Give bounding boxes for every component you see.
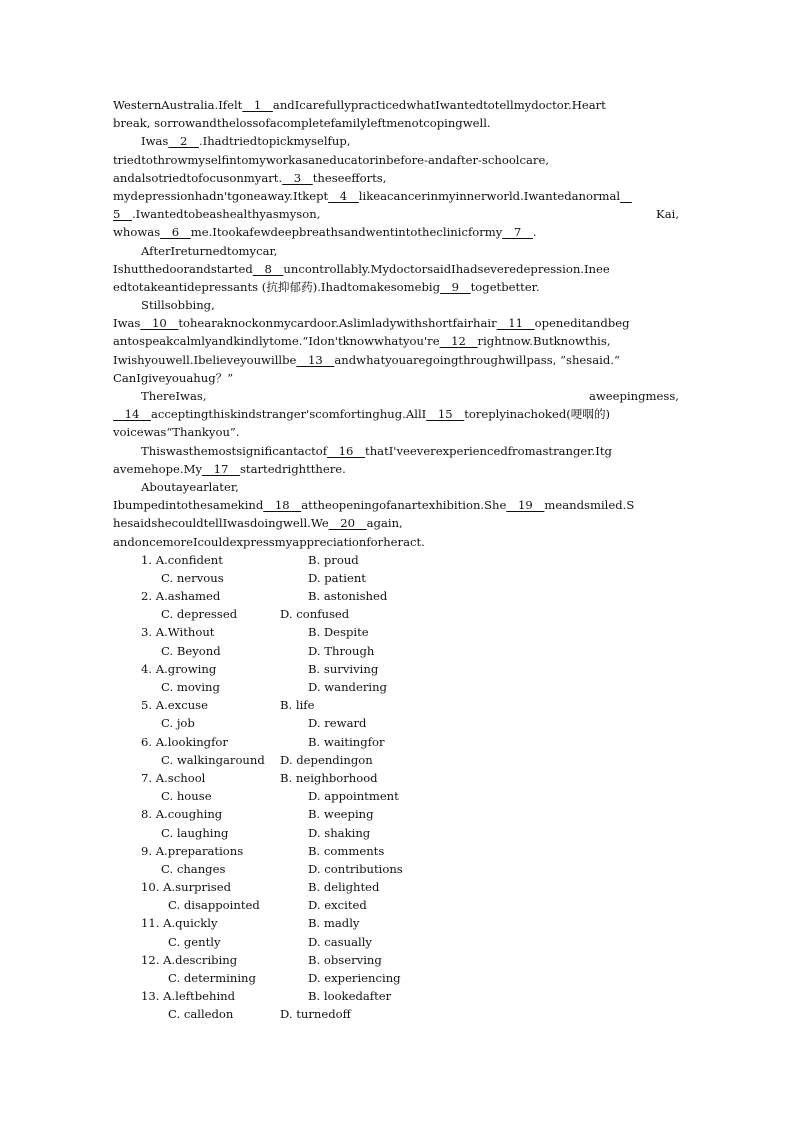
option-text: B. delighted (308, 880, 380, 895)
option-text: B. observing (308, 952, 382, 967)
passage-line-text (141, 298, 215, 312)
text-run: me.Itookafewdeepbreathsandwentintotheclinicformy (190, 225, 503, 240)
question-10-row-ab (113, 878, 679, 896)
question-1-row-ab (113, 551, 679, 569)
option-text: 10. A.surprised (141, 880, 232, 895)
passage-line-text (113, 189, 632, 203)
text-run: Ishutthedoorandstarted (113, 261, 253, 276)
passage-line (113, 514, 679, 532)
text-run: ThereIwas, (141, 389, 207, 403)
text-run: andalsotriedtofocusonmyart. (113, 170, 283, 185)
text-run: acceptingthiskindstranger'scomfortinghug.AllI (150, 407, 427, 422)
question-2-row-cd (113, 605, 679, 623)
option-text: 11. A.quickly (141, 916, 218, 931)
passage-line (113, 405, 679, 423)
text-run: Stillsobbing, (141, 298, 215, 313)
text-run: togetbetter. (470, 279, 540, 294)
passage-line (113, 151, 679, 169)
question-9-row-ab (113, 842, 679, 860)
option-text: D. casually (308, 934, 372, 949)
passage-line-text (113, 116, 491, 130)
passage-line (113, 423, 679, 441)
passage-line (113, 114, 679, 132)
text-run: Iwas (141, 134, 169, 149)
text-run: .Ihadtriedtopickmyselfup, (198, 134, 351, 149)
question-6-row-ab (113, 733, 679, 751)
passage-line (113, 387, 679, 405)
text-run: Aboutayearlater, (141, 479, 239, 494)
option-text: 6. A.lookingfor (141, 734, 228, 749)
option-text: C. walkingaround (161, 752, 265, 767)
passage-line (113, 332, 679, 350)
option-text: C. determining (168, 971, 256, 985)
option-text: D. experiencing (308, 971, 401, 985)
text-run: attheopeningofanartexhibition.She (301, 498, 507, 513)
passage-line-text (141, 480, 239, 494)
passage (113, 96, 679, 551)
passage-line (113, 169, 679, 187)
question-13-row-cd (113, 1005, 679, 1023)
text-run: toreplyinachoked(哽咽的) (464, 407, 611, 422)
option-text: 4. A.growing (141, 661, 217, 676)
option-text: D. turnedoff (280, 1007, 351, 1022)
passage-line-text (113, 353, 620, 367)
option-text: B. comments (308, 843, 385, 858)
option-text: D. contributions (308, 861, 403, 876)
option-text: 2. A.ashamed (141, 589, 221, 604)
passage-line-text (113, 205, 320, 223)
question-1-row-cd (113, 569, 679, 587)
answer-blank: __9__ (440, 279, 471, 294)
passage-line-text (113, 498, 634, 512)
text-run: AfterIreturnedtomycar, (141, 243, 278, 258)
passage-line (113, 351, 679, 369)
option-text: B. proud (308, 552, 359, 567)
option-text: B. neighborhood (280, 770, 378, 785)
passage-line-text (141, 444, 612, 458)
text-run: antospeakcalmlyandkindlytome.“Idon'tknowwhatyou're (113, 334, 440, 349)
question-4-row-ab (113, 660, 679, 678)
option-text: C. changes (161, 861, 226, 876)
text-run: startedrightthere. (239, 461, 346, 476)
option-text: C. calledon (168, 1007, 234, 1022)
text-run: WesternAustralia.Ifelt (113, 98, 243, 112)
option-text: B. waitingfor (308, 734, 385, 749)
option-text: 7. A.school (141, 770, 206, 785)
question-12-row-cd (113, 969, 679, 987)
answer-blank: __7__ (502, 225, 533, 240)
text-run: Thiswasthemostsignificantactof (141, 443, 328, 458)
text-run: avemehope.My (113, 461, 203, 476)
option-text: D. appointment (308, 789, 399, 804)
option-text: 13. A.leftbehind (141, 989, 236, 1004)
question-5-row-ab (113, 696, 679, 714)
question-7-row-cd (113, 787, 679, 805)
question-2-row-ab (113, 587, 679, 605)
passage-line (113, 132, 679, 150)
option-text: D. patient (308, 570, 366, 585)
option-text: C. nervous (161, 570, 224, 585)
text-run: mydepressionhadn'tgoneaway.Itkept (113, 188, 329, 203)
question-11-row-cd (113, 933, 679, 951)
passage-line (113, 296, 679, 314)
passage-line (113, 223, 679, 241)
answer-blank: __6__ (160, 225, 191, 240)
text-run: Iwas (113, 316, 141, 331)
question-7-row-ab (113, 769, 679, 787)
option-text: C. Beyond (161, 643, 221, 658)
answer-blank: 5__ (113, 207, 132, 222)
passage-line-text (141, 244, 277, 258)
option-text: B. life (280, 698, 315, 713)
passage-line (113, 369, 679, 387)
text-run: edtotakeantidepressants (抗抑郁药).Ihadtomakesomebig (113, 279, 441, 294)
question-6-row-cd (113, 751, 679, 769)
text-run: CanIgiveyouahug？” (113, 370, 234, 385)
text-run: hesaidshecouldtellIwasdoingwell.We (113, 516, 329, 531)
passage-line-text (113, 535, 425, 549)
passage-line-text (113, 98, 606, 112)
passage-line-text (113, 425, 240, 439)
question-options (113, 551, 679, 1024)
option-text: 3. A.Without (141, 625, 215, 640)
passage-line (113, 260, 679, 278)
option-text: 5. A.excuse (141, 698, 208, 713)
text-run: Kai, (656, 207, 679, 222)
passage-line (113, 478, 679, 496)
answer-blank: __18__ (263, 498, 302, 513)
answer-blank: __2__ (168, 134, 199, 149)
passage-line (113, 187, 679, 205)
passage-line (113, 460, 679, 478)
text-run: tohearaknockonmycardoor.Aslimladywithshortfairhair (178, 316, 497, 331)
text-run: thatI'veeverexperiencedfromastranger.Itg (365, 443, 612, 458)
passage-line-text (113, 225, 537, 239)
question-9-row-cd (113, 860, 679, 878)
option-text: B. Despite (308, 625, 369, 640)
passage-line (113, 96, 679, 114)
passage-line-text (141, 387, 207, 405)
text-run: Ibumpedintothesamekind (113, 498, 264, 513)
text-run: Iwishyouwell.Ibelieveyouwillbe (113, 352, 297, 367)
text-run: andwhatyouaregoingthroughwillpass, ”shesaid.“ (334, 352, 620, 367)
text-run: meandsmiled.S (544, 498, 635, 513)
option-text: D. wandering (308, 680, 387, 694)
answer-blank: __20__ (328, 516, 367, 531)
answer-blank: __12__ (439, 334, 478, 349)
option-text: C. house (161, 789, 212, 804)
answer-blank: __14__ (113, 407, 151, 422)
answer-blank: __4__ (328, 188, 359, 203)
option-text: C. gently (168, 934, 221, 949)
passage-line-text (113, 334, 611, 348)
text-run: likeacancerinmyinnerworld.Iwantedanormal (358, 188, 621, 203)
question-8-row-cd (113, 824, 679, 842)
text-run: . (532, 225, 537, 240)
question-8-row-ab (113, 805, 679, 823)
text-run: .Iwantedtobeashealthyasmyson, (131, 207, 321, 222)
document-page (113, 96, 679, 1024)
option-text: D. Through (308, 643, 375, 658)
option-text: 8. A.coughing (141, 807, 223, 822)
passage-line-text (113, 153, 549, 167)
option-text: D. dependingon (280, 752, 373, 767)
passage-line-text (113, 371, 233, 385)
passage-line (113, 314, 679, 332)
option-text: B. lookedafter (308, 989, 392, 1004)
option-text: C. depressed (161, 607, 238, 622)
text-run: uncontrollably.MydoctorsaidIhadseveredepression.Inee (283, 261, 610, 276)
question-3-row-ab (113, 623, 679, 641)
option-text: B. madly (308, 916, 360, 931)
option-text: 1. A.confident (141, 552, 223, 567)
text-run: andoncemoreIcouldexpressmyappreciationforheract. (113, 534, 425, 549)
option-text: C. job (161, 716, 195, 731)
question-12-row-ab (113, 951, 679, 969)
option-text: C. disappointed (168, 898, 260, 913)
text-run: andIcarefullypracticedwhatIwantedtotellmydoctor.Heart (272, 98, 606, 112)
answer-blank: __ (620, 188, 632, 203)
passage-line (113, 242, 679, 260)
passage-line-text (113, 262, 610, 276)
question-4-row-cd (113, 678, 679, 696)
text-run: theseefforts, (312, 170, 387, 185)
option-text: D. confused (280, 607, 350, 622)
answer-blank: __3__ (282, 170, 313, 185)
answer-blank: __17__ (202, 461, 240, 476)
option-text: D. reward (308, 716, 367, 731)
question-13-row-ab (113, 987, 679, 1005)
option-text: C. moving (161, 680, 220, 694)
passage-line-text (113, 407, 610, 421)
passage-line-text (113, 462, 346, 476)
passage-line-text (113, 171, 386, 185)
text-run: aweepingmess, (588, 389, 679, 403)
text-run: again, (366, 516, 403, 531)
question-11-row-ab (113, 914, 679, 932)
question-3-row-cd (113, 642, 679, 660)
option-text: B. astonished (308, 589, 388, 604)
answer-blank: __13__ (296, 352, 335, 367)
answer-blank: __15__ (426, 407, 465, 422)
answer-blank: __11__ (496, 316, 535, 331)
text-run: whowas (113, 225, 161, 240)
passage-line (113, 278, 679, 296)
option-text: C. laughing (161, 825, 229, 840)
option-text: B. weeping (308, 807, 374, 822)
passage-line-text (141, 134, 350, 148)
answer-blank: __10__ (140, 316, 179, 331)
passage-line-text (113, 280, 540, 294)
question-5-row-cd (113, 714, 679, 732)
answer-blank: __19__ (506, 498, 545, 513)
answer-blank: __1__ (242, 98, 273, 112)
option-text: D. excited (308, 898, 367, 913)
text-run: triedtothrowmyselfintomyworkasaneducatorinbefore-andafter-schoolcare, (113, 152, 549, 167)
passage-line (113, 533, 679, 551)
option-text: 12. A.describing (141, 952, 238, 967)
option-text: 9. A.preparations (141, 843, 244, 858)
passage-line-text (113, 316, 630, 330)
text-run: openeditandbeg (534, 316, 630, 331)
option-text: D. shaking (308, 825, 371, 840)
passage-line-text (113, 516, 403, 530)
answer-blank: __16__ (327, 443, 366, 458)
text-run: rightnow.Butknowthis, (477, 334, 611, 349)
answer-blank: __8__ (252, 261, 284, 276)
text-run: voicewas“Thankyou”. (113, 425, 240, 440)
question-10-row-cd (113, 896, 679, 914)
passage-line (113, 496, 679, 514)
text-run: break, sorrowandthelossofacompletefamilyleftmenotcopingwell. (113, 116, 491, 131)
passage-line (113, 205, 679, 223)
passage-line (113, 442, 679, 460)
option-text: B. surviving (308, 661, 379, 676)
